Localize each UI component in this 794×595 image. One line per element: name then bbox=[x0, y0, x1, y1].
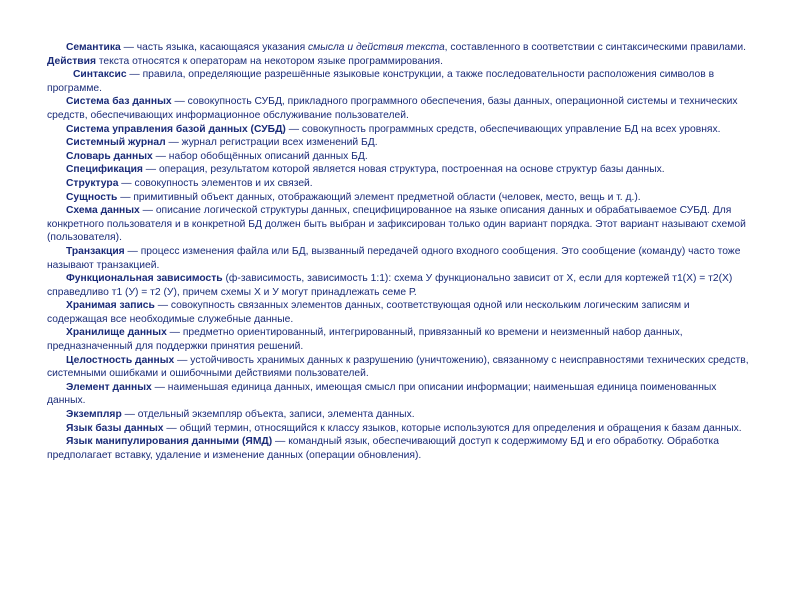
glossary-entry bbox=[47, 177, 752, 191]
glossary-text bbox=[47, 41, 752, 462]
glossary-entry bbox=[47, 123, 752, 137]
definition-text: — описание логической структуры данных, специфицированное на языке описания данных и обрабатываемое СУБД. Для конкретного пользователя и в конкретной БД должен быть выбран и зафиксирован только один вариант порядка. Этот вариант называют схемой (пользователя). bbox=[47, 205, 746, 244]
glossary-term: Транзакция bbox=[66, 245, 125, 257]
glossary-entry bbox=[47, 354, 752, 381]
glossary-term: Функциональная зависимость bbox=[66, 273, 223, 285]
definition-text: — правила, определяющие разрешённые языковые конструкции, а также последовательности расположения символов в программе. bbox=[47, 69, 715, 94]
definition-text: — процесс изменения файла или БД, вызванный передачей одного входного сообщения. Это сообщение (команду) часто тоже называют транзакцией. bbox=[47, 245, 741, 271]
glossary-term: Системный журнал bbox=[66, 137, 166, 149]
definition-text: — устойчивость хранимых данных к разрушению (уничтожению), связанному с неисправностями технических средств, системными ошибками и ошибочными действиями пользователей. bbox=[47, 354, 749, 380]
glossary-entry bbox=[47, 326, 752, 353]
definition-text: — совокупность связанных элементов данных, соответствующая одной или нескольким логическим записям и содержащая все необходимые служебные данные. bbox=[47, 300, 690, 325]
definition-text: — журнал регистрации всех изменений БД. bbox=[165, 137, 378, 149]
definition-text: — совокупность программных средств, обеспечивающих управление БД на всех уровнях. bbox=[285, 123, 721, 135]
definition-text: (ф-зависимость, зависимость 1:1): схема У функционально зависит от X, если для кортежей т1(Х) = т2(Х) справедливо т1 (У) = т2 (У), причем схемы X и У могут принадлежать семе Р. bbox=[47, 273, 733, 298]
glossary-entry bbox=[47, 95, 752, 122]
glossary-term: Сущность bbox=[66, 191, 118, 203]
emphasized-text: смысла и действия текста bbox=[308, 42, 445, 53]
glossary-entry bbox=[47, 136, 752, 150]
glossary-entry bbox=[47, 68, 752, 95]
glossary-term: Словарь данных bbox=[66, 150, 153, 162]
glossary-term: Хранилище данных bbox=[66, 327, 167, 339]
definition-text: — командный язык, обеспечивающий доступ к содержимому БД и его обработку. Обработка предполагает вставку, удаление и изменение данных (операции обновления). bbox=[47, 436, 719, 461]
glossary-term: Экземпляр bbox=[66, 409, 122, 421]
glossary-term: Синтаксис bbox=[73, 69, 127, 81]
glossary-term: Целостность данных bbox=[66, 354, 175, 366]
definition-text: , составленного в соответствии с синтаксическими правилами. bbox=[444, 42, 746, 53]
glossary-entry bbox=[47, 435, 752, 462]
definition-text: — наименьшая единица данных, имеющая смысл при описании информации; наименьшая единица поименованных данных. bbox=[47, 381, 717, 407]
definition-text: — совокупность элементов и их связей. bbox=[118, 177, 313, 189]
glossary-entry bbox=[47, 245, 752, 272]
glossary-entry bbox=[47, 381, 752, 408]
definition-text: текста относятся к операторам на некотором языке программирования. bbox=[95, 55, 443, 67]
glossary-term: Язык манипулирования данными (ЯМД) bbox=[66, 436, 273, 448]
definition-text: — операция, результатом которой является новая структура, построенная на основе структур базы данных. bbox=[142, 164, 665, 176]
definition-text: — предметно ориентированный, интегрированный, привязанный ко времени и неизменный набор данных, предназначенный для поддержки принятия решений. bbox=[47, 327, 683, 353]
glossary-term: Система управления базой данных (СУБД) bbox=[66, 123, 286, 135]
glossary-entry bbox=[47, 422, 752, 436]
definition-text: — часть языка, касающаяся указания bbox=[120, 42, 309, 53]
definition-text: — общий термин, относящийся к классу языков, которые используются для определения и обращения к базам данных. bbox=[163, 422, 742, 434]
glossary-term: Элемент данных bbox=[66, 381, 152, 393]
glossary-term: Хранимая запись bbox=[66, 300, 155, 312]
glossary-term: Спецификация bbox=[66, 164, 143, 176]
glossary-term: Язык базы данных bbox=[66, 422, 164, 434]
glossary-entry bbox=[47, 299, 752, 326]
glossary-entry bbox=[47, 163, 752, 177]
glossary-term: Схема данных bbox=[66, 205, 140, 217]
definition-text: — примитивный объект данных, отображающий элемент предметной области (человек, место, вещь и т. д.). bbox=[117, 191, 641, 203]
glossary-entry bbox=[47, 191, 752, 205]
definition-text: — набор обобщённых описаний данных БД. bbox=[152, 150, 368, 162]
definition-text: — совокупность СУБД, прикладного программного обеспечения, базы данных, операционной системы и технических средств, обеспечивающих информационное обслуживание пользователей. bbox=[47, 96, 738, 121]
glossary-entry bbox=[47, 150, 752, 164]
glossary-term: Семантика bbox=[66, 42, 121, 53]
glossary-term: Структура bbox=[66, 177, 119, 189]
glossary-entry bbox=[47, 408, 752, 422]
glossary-entry bbox=[47, 204, 752, 245]
definition-text: — отдельный экземпляр объекта, записи, элемента данных. bbox=[121, 409, 415, 421]
glossary-term: Система баз данных bbox=[66, 96, 172, 108]
glossary-entry bbox=[47, 272, 752, 299]
glossary-term: Действия bbox=[47, 55, 96, 67]
glossary-entry bbox=[47, 41, 752, 68]
